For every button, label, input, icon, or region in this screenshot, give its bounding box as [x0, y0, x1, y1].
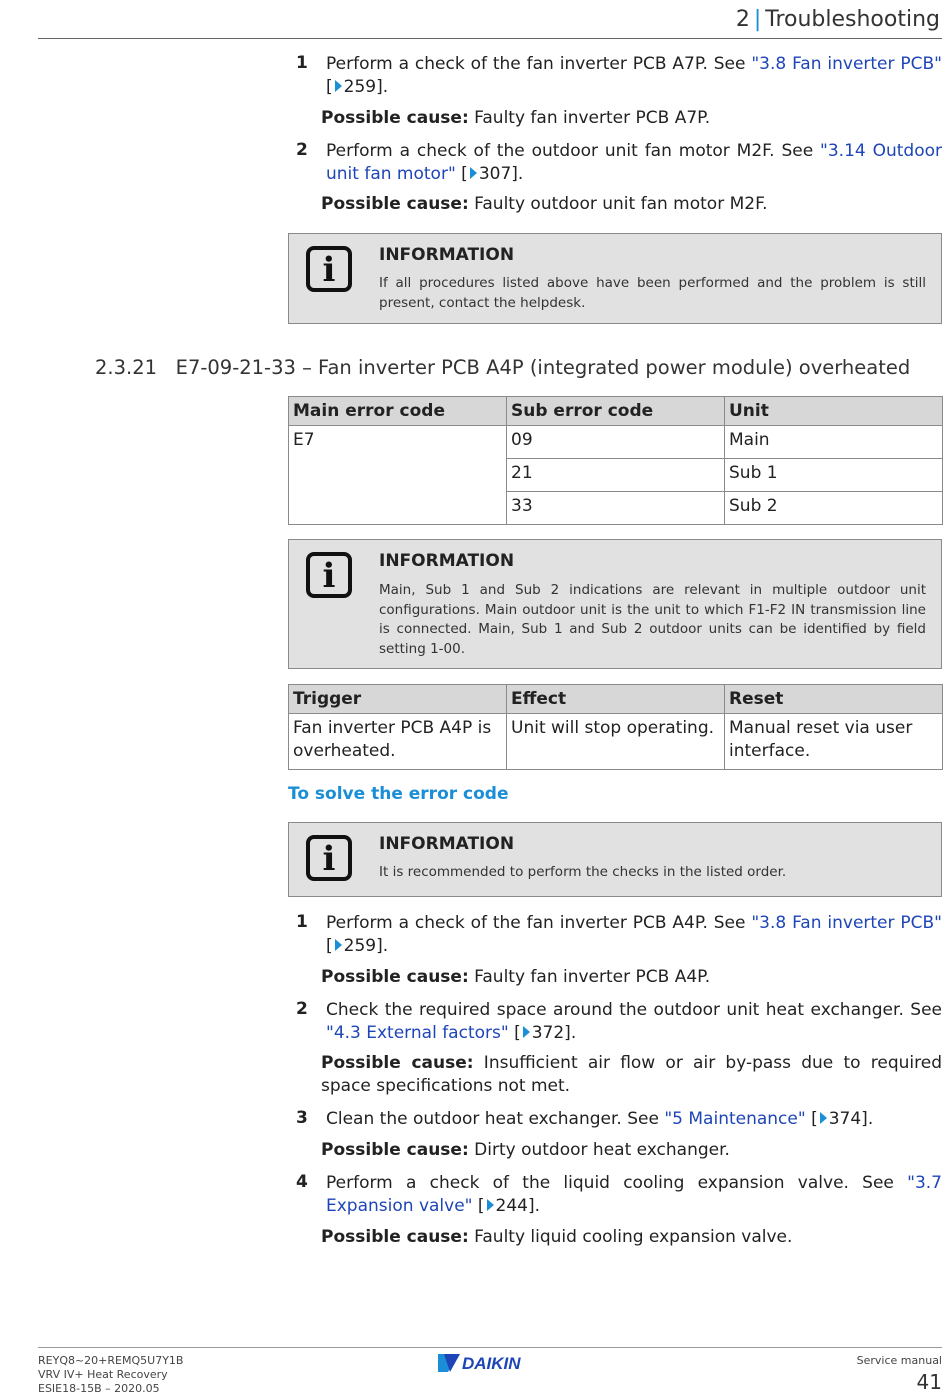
step-number: 3 — [296, 1108, 308, 1128]
page-arrow-icon — [487, 1199, 494, 1211]
footer-document-type: Service manual — [856, 1354, 942, 1367]
cause-label: Possible cause: — [321, 108, 469, 128]
sub-error-code-cell: 33 — [507, 492, 725, 525]
possible-cause — [321, 1139, 942, 1162]
page-arrow-icon — [470, 167, 477, 179]
top-step-1 — [288, 53, 942, 99]
page-reference: 374]. — [828, 1109, 874, 1129]
cause-text: Faulty liquid cooling expansion valve. — [468, 1227, 793, 1247]
information-title: INFORMATION — [379, 245, 515, 265]
cause-text: Faulty fan inverter PCB A7P. — [468, 108, 711, 128]
step-number: 1 — [296, 912, 308, 932]
reset-cell: Manual reset via user interface. — [725, 714, 943, 770]
daikin-logo — [438, 1352, 542, 1374]
step-text-before: Clean the outdoor heat exchanger. See — [326, 1109, 665, 1129]
information-box — [288, 233, 942, 324]
information-icon: i — [306, 835, 352, 881]
table-header-row — [289, 397, 943, 426]
information-box — [288, 822, 942, 897]
cross-reference-link[interactable]: "3.8 Fan inverter PCB" — [751, 54, 943, 74]
logo-wordmark: DAIKIN — [462, 1354, 521, 1373]
page-arrow-icon — [523, 1026, 530, 1038]
step-number: 2 — [296, 999, 308, 1019]
information-title: INFORMATION — [379, 834, 515, 854]
step-2 — [288, 999, 942, 1045]
step-text — [326, 912, 942, 958]
information-text: It is recommended to perform the checks in the listed order. — [379, 864, 787, 880]
step-text — [326, 1172, 942, 1218]
page-reference: 259]. — [343, 936, 389, 956]
footer-document-id: ESIE18-15B – 2020.05 — [38, 1382, 160, 1395]
table-header-row — [289, 685, 943, 714]
cross-reference-link[interactable]: "5 Maintenance" — [664, 1109, 806, 1129]
table-header-cell: Main error code — [289, 397, 507, 426]
sub-error-code-cell: 09 — [507, 426, 725, 459]
page-bracket: [ — [326, 77, 333, 97]
cause-text: Faulty outdoor unit fan motor M2F. — [468, 194, 768, 214]
step-text-before: Perform a check of the fan inverter PCB A7P. See — [326, 54, 752, 74]
step-number: 4 — [296, 1172, 308, 1192]
trigger-effect-reset-table — [288, 684, 943, 770]
cross-reference-link[interactable]: "3.7 Expansion valve" — [326, 1173, 942, 1216]
table-row — [289, 714, 943, 770]
step-text-before: Perform a check of the liquid cooling expansion valve. See — [326, 1173, 908, 1193]
effect-cell: Unit will stop operating. — [507, 714, 725, 770]
cause-label: Possible cause: — [321, 1140, 469, 1160]
cross-reference-link[interactable]: "3.8 Fan inverter PCB" — [751, 913, 943, 933]
step-text-before: Perform a check of the outdoor unit fan motor M2F. See — [326, 141, 821, 161]
step-text — [326, 53, 942, 99]
page-arrow-icon — [335, 80, 342, 92]
information-text: Main, Sub 1 and Sub 2 indications are relevant in multiple outdoor unit configurations. Main outdoor unit is the unit to which F1-F2 IN transmission line is connected. Main, Sub 1 and Sub 2 outdoor units can be identified by field setting 1-00. — [379, 582, 926, 657]
step-text-before: Check the required space around the outdoor unit heat exchanger. See — [326, 1000, 942, 1020]
cross-reference-link[interactable]: "3.14 Outdoor unit fan motor" — [326, 141, 942, 184]
page-bracket: [ — [508, 1023, 521, 1043]
possible-cause — [321, 193, 942, 216]
cause-label: Possible cause: — [321, 967, 469, 987]
footer-document-info — [38, 1354, 183, 1396]
page-bracket: [ — [805, 1109, 818, 1129]
cause-text: Insufficient air flow or air by-pass due to required space specifications not met. — [321, 1053, 942, 1096]
step-number: 2 — [296, 140, 308, 160]
page-number: 41 — [916, 1370, 942, 1394]
cause-label: Possible cause: — [321, 1227, 469, 1247]
main-error-code-cell: E7 — [289, 426, 507, 525]
cause-label: Possible cause: — [321, 194, 469, 214]
page-bracket: [ — [472, 1196, 485, 1216]
step-text — [326, 140, 942, 186]
top-step-2 — [288, 140, 942, 186]
cross-reference-link[interactable]: "4.3 External factors" — [326, 1023, 509, 1043]
page-bracket: [ — [326, 936, 333, 956]
step-text — [326, 1108, 942, 1131]
information-icon: i — [306, 246, 352, 292]
chapter-number: 2 — [735, 7, 750, 32]
cause-text: Dirty outdoor heat exchanger. — [468, 1140, 730, 1160]
table-header-cell: Reset — [725, 685, 943, 714]
table-header-cell: Trigger — [289, 685, 507, 714]
header-separator: | — [753, 7, 762, 32]
page-reference: 244]. — [495, 1196, 541, 1216]
cause-text: Faulty fan inverter PCB A4P. — [468, 967, 711, 987]
chapter-title: Troubleshooting — [765, 7, 940, 32]
unit-cell: Main — [725, 426, 943, 459]
information-box — [288, 539, 942, 669]
step-4 — [288, 1172, 942, 1218]
step-number: 1 — [296, 53, 308, 73]
unit-cell: Sub 1 — [725, 459, 943, 492]
possible-cause — [321, 107, 942, 130]
step-text — [326, 999, 942, 1045]
page-arrow-icon — [335, 939, 342, 951]
information-text: If all procedures listed above have been performed and the problem is still present, contact the helpdesk. — [379, 275, 926, 311]
page-reference: 307]. — [478, 164, 524, 184]
unit-cell: Sub 2 — [725, 492, 943, 525]
chapter-heading — [736, 7, 940, 32]
footer-product: VRV IV+ Heat Recovery — [38, 1368, 168, 1381]
error-code-table — [288, 396, 943, 525]
step-text-before: Perform a check of the fan inverter PCB A4P. See — [326, 913, 752, 933]
table-header-cell: Unit — [725, 397, 943, 426]
step-3 — [288, 1108, 942, 1131]
page-arrow-icon — [820, 1112, 827, 1124]
page-bracket: [ — [455, 164, 468, 184]
sub-error-code-cell: 21 — [507, 459, 725, 492]
section-heading: 2.3.21 E7-09-21-33 – Fan inverter PCB A4P (integrated power module) overheated — [95, 356, 911, 379]
possible-cause — [321, 966, 942, 989]
page-reference: 372]. — [531, 1023, 577, 1043]
information-icon: i — [306, 552, 352, 598]
solve-heading: To solve the error code — [288, 784, 509, 804]
table-header-cell: Sub error code — [507, 397, 725, 426]
possible-cause — [321, 1052, 942, 1098]
information-title: INFORMATION — [379, 551, 515, 571]
trigger-cell: Fan inverter PCB A4P is overheated. — [289, 714, 507, 770]
page-header — [38, 0, 942, 39]
page-reference: 259]. — [343, 77, 389, 97]
cause-label: Possible cause: — [321, 1053, 474, 1073]
step-1 — [288, 912, 942, 958]
table-row — [289, 426, 943, 459]
possible-cause — [321, 1226, 942, 1249]
footer-model: REYQ8~20+REMQ5U7Y1B — [38, 1354, 184, 1367]
page-footer — [38, 1347, 942, 1395]
table-header-cell: Effect — [507, 685, 725, 714]
